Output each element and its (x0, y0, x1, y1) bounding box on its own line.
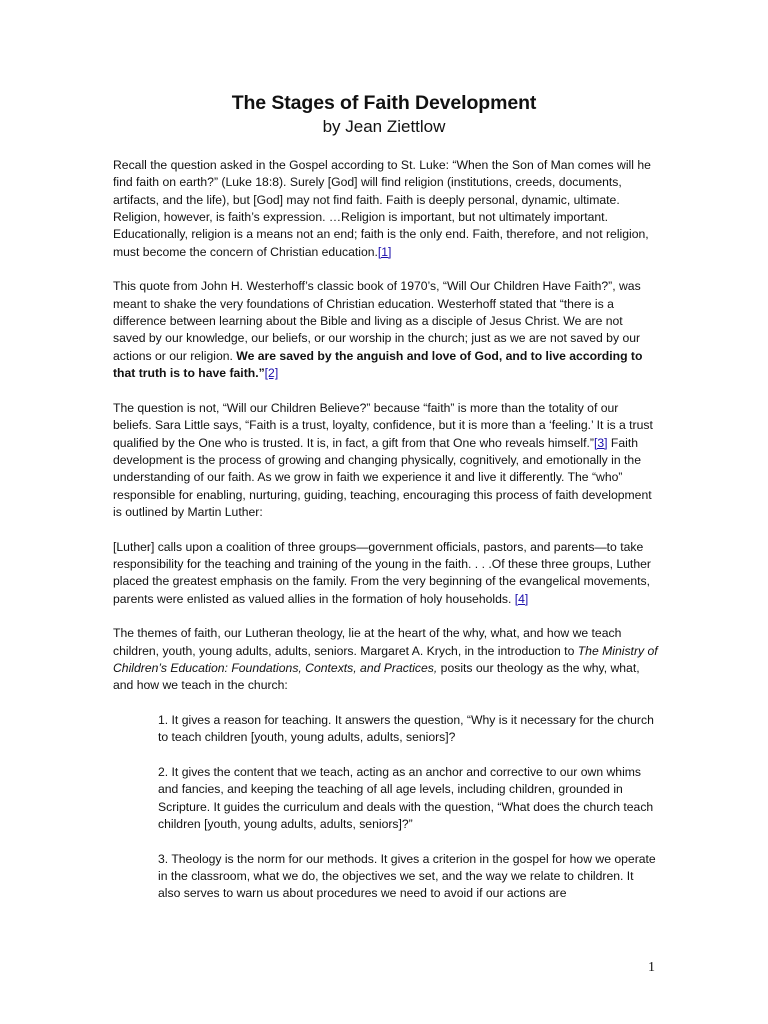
paragraph-3 (113, 400, 658, 521)
list-item-3: 3. Theology is the norm for our methods. It gives a criterion in the gospel for how we operate in the classroom, what we do, the objectives we set, and the way we relate to children. It also serves to warn us about procedures we need to avoid if our actions are (158, 851, 656, 901)
paragraph-2-text: This quote from John H. Westerhoff’s classic book of 1970’s, “Will Our Children Have Faith?”, was meant to shake the very foundations of Christian education. Westerhoff stated that “there is a difference between learning about the Bible and living as a disciple of Jesus Christ. We are not saved by our knowledge, our beliefs, or our worship in the church; just as we are not saved by our actions or our religion. (113, 279, 641, 363)
paragraph-4-luther-quote (113, 539, 658, 608)
footnote-link-2[interactable]: [2] (264, 366, 279, 381)
document-title: The Stages of Faith Development (231, 92, 537, 114)
page-number: 1 (648, 960, 655, 975)
paragraph-2-bold-text: We are saved by the anguish and love of God, and to live according to that truth is to have faith.” (113, 348, 643, 381)
paragraph-5-rest: posits our theology as the why, what, and how we teach in the church: (113, 660, 640, 693)
paragraph-1-text: Recall the question asked in the Gospel according to St. Luke: “When the Son of Man comes will he find faith on earth?” (Luke 18:8). Surely [God] will find religion (institutions, creeds, documents, artifacts, and the life), but [God] may not find faith. Faith is deeply personal, dynamic, ultimate. Religion, however, is faith’s expression. …Religion is important, but not ultimately important. Educationally, religion is a means not an end; faith is the only end. Faith, therefore, and not religion, must become the concern of Christian education. (113, 158, 651, 259)
book-title: The Ministry of Children’s Education: Foundations, Contexts, and Practices, (113, 643, 658, 675)
document-body (113, 157, 658, 920)
footnote-link-1[interactable]: [1] (377, 244, 392, 259)
footnote-link-4[interactable]: [4] (514, 591, 529, 606)
list-item-2: 2. It gives the content that we teach, acting as an anchor and corrective to our own whims and fancies, and keeping the teaching of all age levels, including children, grounded in Scripture. It guides the curriculum and deals with the question, “What does the church teach children [youth, young adults, adults, seniors]?” (158, 765, 654, 832)
footnote-link-3[interactable]: [3] (593, 435, 608, 450)
paragraph-4-text: [Luther] calls upon a coalition of three groups—government officials, pastors, and parents—to take responsibility for the teaching and training of the young in the faith. . . .Of these three groups, Luther placed the greatest emphasis on the family. From the very beginning of the evangelical movements, parents were enlisted as valued allies in the formation of holy households. (113, 539, 651, 606)
paragraph-2 (113, 278, 658, 382)
document-author: by Jean Ziettlow (322, 117, 446, 136)
paragraph-3-rest: Faith development is the process of growing and changing physically, cognitively, and emotionally in the understanding of our faith. As we grow in faith we experience it and live it differently. The “who” responsible for enabling, nurturing, guiding, teaching, encouraging this process of faith development is outlined by Martin Luther: (113, 435, 652, 519)
paragraph-1 (113, 157, 658, 261)
list-item-1: 1. It gives a reason for teaching. It answers the question, “Why is it necessary for the church to teach children [youth, young adults, adults, seniors]? (158, 713, 654, 745)
paragraph-5-text: The themes of faith, our Lutheran theology, lie at the heart of the why, what, and how we teach children, youth, young adults, adults, seniors. Margaret A. Krych, in the introduction to (113, 626, 622, 658)
paragraph-5 (113, 625, 658, 694)
paragraph-3-text: The question is not, “Will our Children Believe?” because “faith” is more than the totality of our beliefs. Sara Little says, “Faith is a trust, loyalty, confidence, but it is more than a ‘feeling.’ It is a trust qualified by the One who is trusted. It is, in fact, a gift from that One who reveals himself.” (113, 400, 653, 450)
